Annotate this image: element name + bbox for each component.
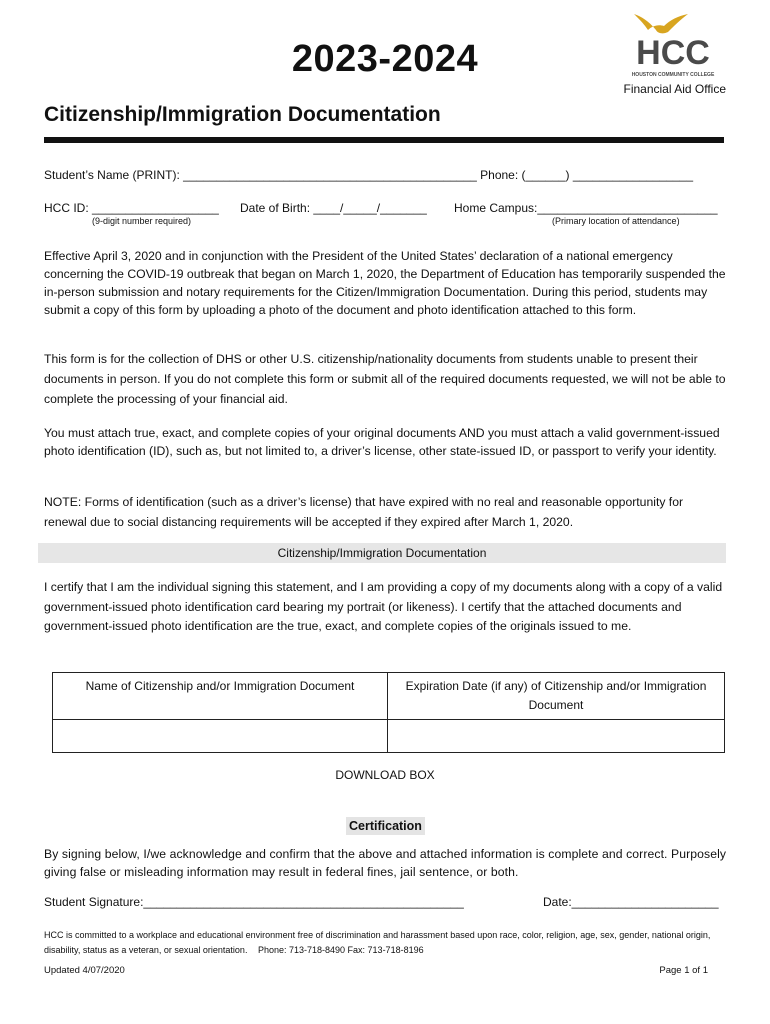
hcc-id-note: (9-digit number required) [92,216,192,226]
bird-icon [634,14,688,33]
attach-paragraph: You must attach true, exact, and complete copies of your original documents AND you must attach a valid government-issued photo identification (ID), such as, but not limited to, a driver’s license, other state-issued ID, or passport to verify your identity. [44,426,720,458]
documents-table [52,672,725,753]
page-number: Page 1 of 1 [659,965,708,976]
updated-date: Updated 4/07/2020 [44,965,125,976]
certify-paragraph: I certify that I am the individual signing this statement, and I am providing a copy of my documents along with a copy of a valid government-issued photo identification card bearing my portrait (or likeness). I certify that the attached documents and government-issued photo identification are the true, exact, and complete copies of the originals issued to me. [44,580,723,633]
home-campus-field[interactable]: Home Campus:___________________________ [454,201,718,215]
office-name: Financial Aid Office [623,82,726,96]
date-of-birth-field[interactable]: Date of Birth: ____/_____/_______ [240,201,427,215]
hcc-logo [618,12,728,82]
covid-paragraph: Effective April 3, 2020 and in conjunction with the President of the United States’ declaration of a national emergency concerning the COVID-19 outbreak that began on March 1, 2020, the Department of Education has temporarily suspended the in-person submission and notary requirements for the Citizen/Immigration Documentation. During this period, students may submit a copy of this form by uploading a photo of the document and photo identification attached to this form. [44,249,726,317]
certification-text: By signing below, I/we acknowledge and confirm that the above and attached information is complete and correct. Purposely giving false or misleading information may result in federal fines, jail sentence, or both. [44,847,727,879]
home-campus-note: (Primary location of attendance) [552,216,680,226]
nondiscrimination-statement: HCC is committed to a workplace and educational environment free of discrimination and harassment based upon race, color, religion, age, sex, gender, national origin, disability, status as a veteran, or sexual orientation. [44,930,711,955]
logo-text: HCC [636,34,710,72]
student-signature-field[interactable]: Student Signature:________________________________________________ [44,895,464,909]
table-row [53,720,725,753]
expiration-date-header: Expiration Date (if any) of Citizenship and/or Immigration Document [388,673,725,720]
page-title: Citizenship/Immigration Documentation [44,103,441,126]
document-name-header: Name of Citizenship and/or Immigration Document [53,673,388,720]
section-band: Citizenship/Immigration Documentation [38,543,726,563]
note-paragraph: NOTE: Forms of identification (such as a driver’s license) that have expired with no real and reasonable opportunity for renewal due to social distancing requirements will be accepted if they expired after March 1, 2020. [44,495,684,529]
student-name-phone-field[interactable]: Student’s Name (PRINT): ____________________________________________ Phone: (______) __________________ [44,168,694,182]
contact-info: Phone: 713-718-8490 Fax: 713-718-8196 [257,945,424,955]
nondiscrimination-footer [44,928,728,958]
title-divider [44,137,724,143]
date-field[interactable]: Date:______________________ [543,895,719,909]
logo-subtext: HOUSTON COMMUNITY COLLEGE [631,72,715,78]
hcc-id-field[interactable]: HCC ID: ___________________ [44,201,219,215]
form-year: 2023-2024 [291,38,479,80]
certification-heading: Certification [346,817,425,835]
purpose-paragraph: This form is for the collection of DHS or other U.S. citizenship/nationality documents from students unable to present their documents in person. If you do not complete this form or submit all of the required documents requested, we will not be able to complete the processing of your financial aid. [44,352,726,406]
expiration-date-cell[interactable] [388,720,725,753]
download-box[interactable]: DOWNLOAD BOX [335,768,435,782]
table-header-row [53,673,725,720]
document-name-cell[interactable] [53,720,388,753]
